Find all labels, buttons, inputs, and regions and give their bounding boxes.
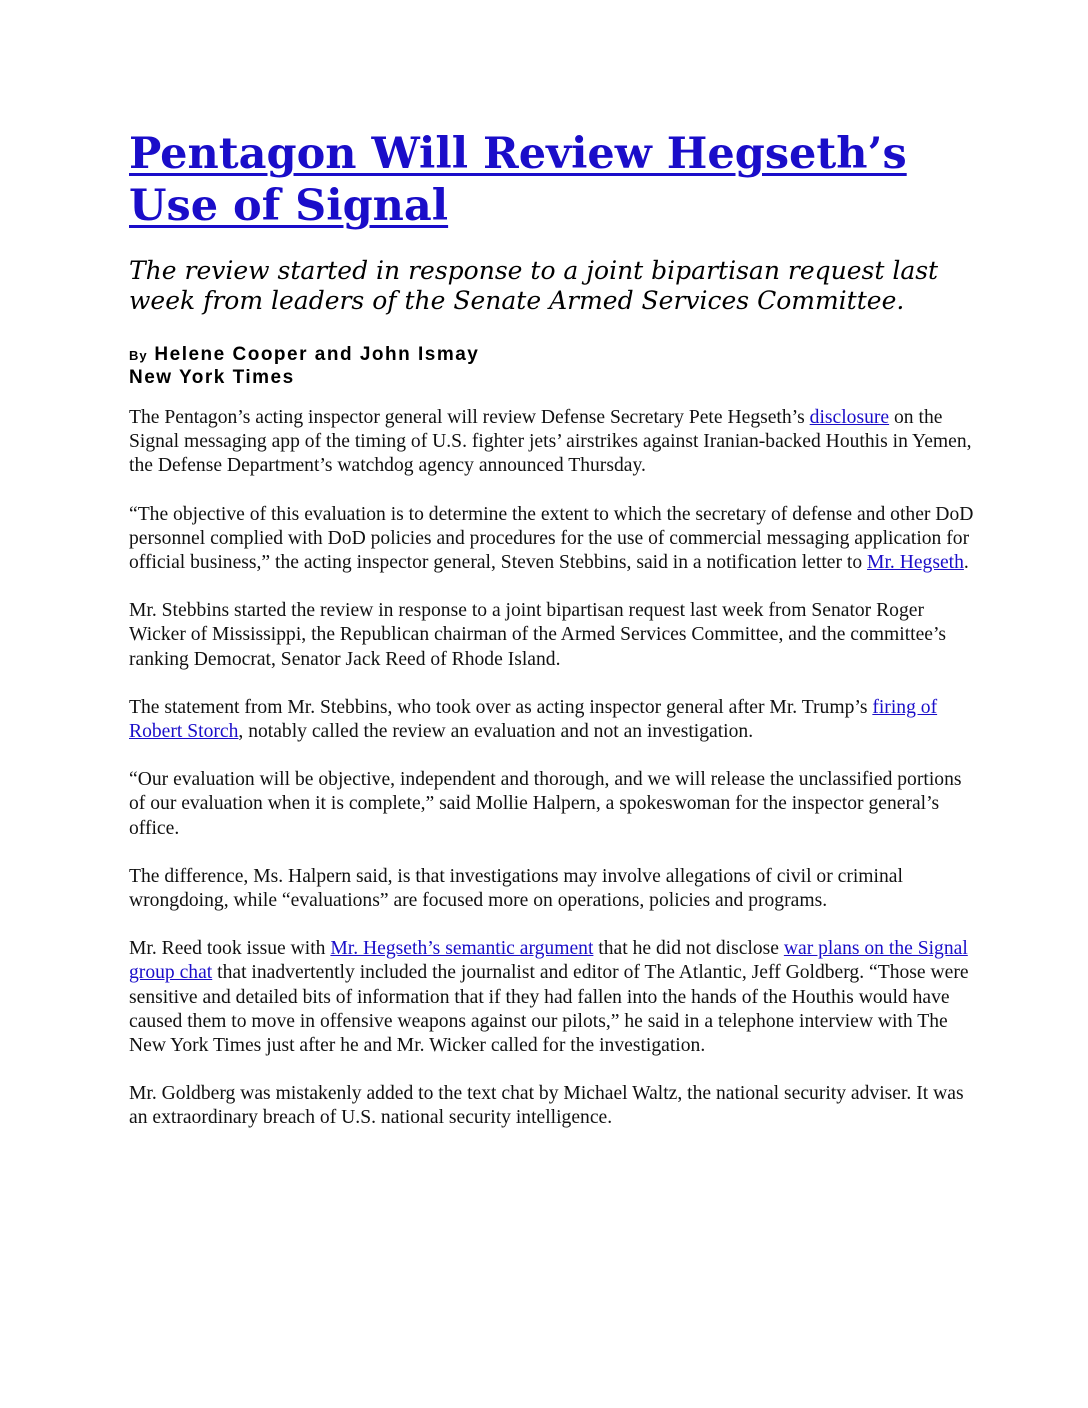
paragraph-3 — [129, 599, 979, 672]
paragraph-text: “The objective of this evaluation is to determine the extent to which the secretary of defense and other DoD personnel complied with DoD policies and procedures for the use of commercial messaging application for official business,” the acting inspector general, Steven Stebbins, said in a notification letter to — [129, 503, 974, 574]
paragraph-2 — [129, 503, 979, 576]
disclosure-link[interactable]: disclosure — [809, 407, 890, 428]
paragraph-text: Mr. Goldberg was mistakenly added to the text chat by Michael Waltz, the national security adviser. It was an extraordinary breach of U.S. national security intelligence. — [129, 1083, 964, 1129]
paragraph-text: The difference, Ms. Halpern said, is that investigations may involve allegations of civil or criminal wrongdoing, while “evaluations” are focused more on operations, policies and programs. — [129, 865, 903, 912]
article-title-link[interactable]: Pentagon Will Review Hegseth’s Use of Signal — [129, 129, 907, 231]
paragraph-1 — [129, 406, 979, 479]
article — [129, 128, 979, 1155]
war-plans-link[interactable]: war plans on the Signal group chat — [129, 938, 968, 984]
paragraph-text: that inadvertently included the journalist and editor of The Atlantic, Jeff Goldberg. “Those were sensitive and detailed bits of information that if they had fallen into the hands of the Houthis would have caused them to move in offensive weapons against our pilots,” he said in a telephone interview with The New York Times just after he and Mr. Wicker called for the investigation. — [129, 962, 969, 1057]
paragraph-5 — [129, 768, 979, 841]
paragraph-text: on the Signal messaging app of the timing of U.S. fighter jets’ airstrikes against Iranian-backed Houthis in Yemen, the Defense Department’s watchdog agency announced Thursday. — [129, 407, 972, 477]
paragraph-4 — [129, 696, 979, 744]
paragraph-text: The Pentagon’s acting inspector general will review Defense Secretary Pete Hegseth’s — [129, 407, 810, 428]
mr-hegseth-link[interactable]: Mr. Hegseth — [867, 552, 964, 574]
paragraph-text: that he did not disclose — [593, 938, 784, 960]
byline-publication: New York Times — [129, 367, 295, 388]
paragraph-7 — [129, 937, 979, 1058]
paragraph-text: “Our evaluation will be objective, independent and thorough, and we will release the unclassified portions of our evaluation when it is complete,” said Mollie Halpern, a spokeswoman for the inspector general’s office. — [129, 769, 962, 839]
byline — [129, 344, 979, 389]
article-body — [129, 406, 979, 1131]
semantic-argument-link[interactable]: Mr. Hegseth’s semantic argument — [330, 938, 594, 960]
article-title[interactable] — [129, 128, 979, 232]
firing-of-robert-storch-link[interactable]: firing of Robert Storch — [129, 696, 938, 743]
paragraph-text: The statement from Mr. Stebbins, who took over as acting inspector general after Mr. Trump’s — [129, 696, 873, 718]
paragraph-text: , notably called the review an evaluation and not an investigation. — [238, 721, 754, 743]
paragraph-6 — [129, 865, 979, 913]
paragraph-8 — [129, 1082, 979, 1130]
byline-prefix: By — [129, 348, 148, 363]
byline-authors-line — [129, 344, 979, 367]
paragraph-text: . — [963, 552, 969, 574]
article-subtitle: The review started in response to a joint bipartisan request last week from leaders of the Senate Armed Services Committee. — [129, 256, 939, 315]
paragraph-text: Mr. Stebbins started the review in response to a joint bipartisan request last week from Senator Roger Wicker of Mississippi, the Republican chairman of the Armed Services Committee, and the committee’s ranking Democrat, Senator Jack Reed of Rhode Island. — [129, 600, 947, 670]
byline-authors: Helene Cooper and John Ismay — [154, 344, 480, 365]
paragraph-text: Mr. Reed took issue with — [129, 938, 331, 960]
